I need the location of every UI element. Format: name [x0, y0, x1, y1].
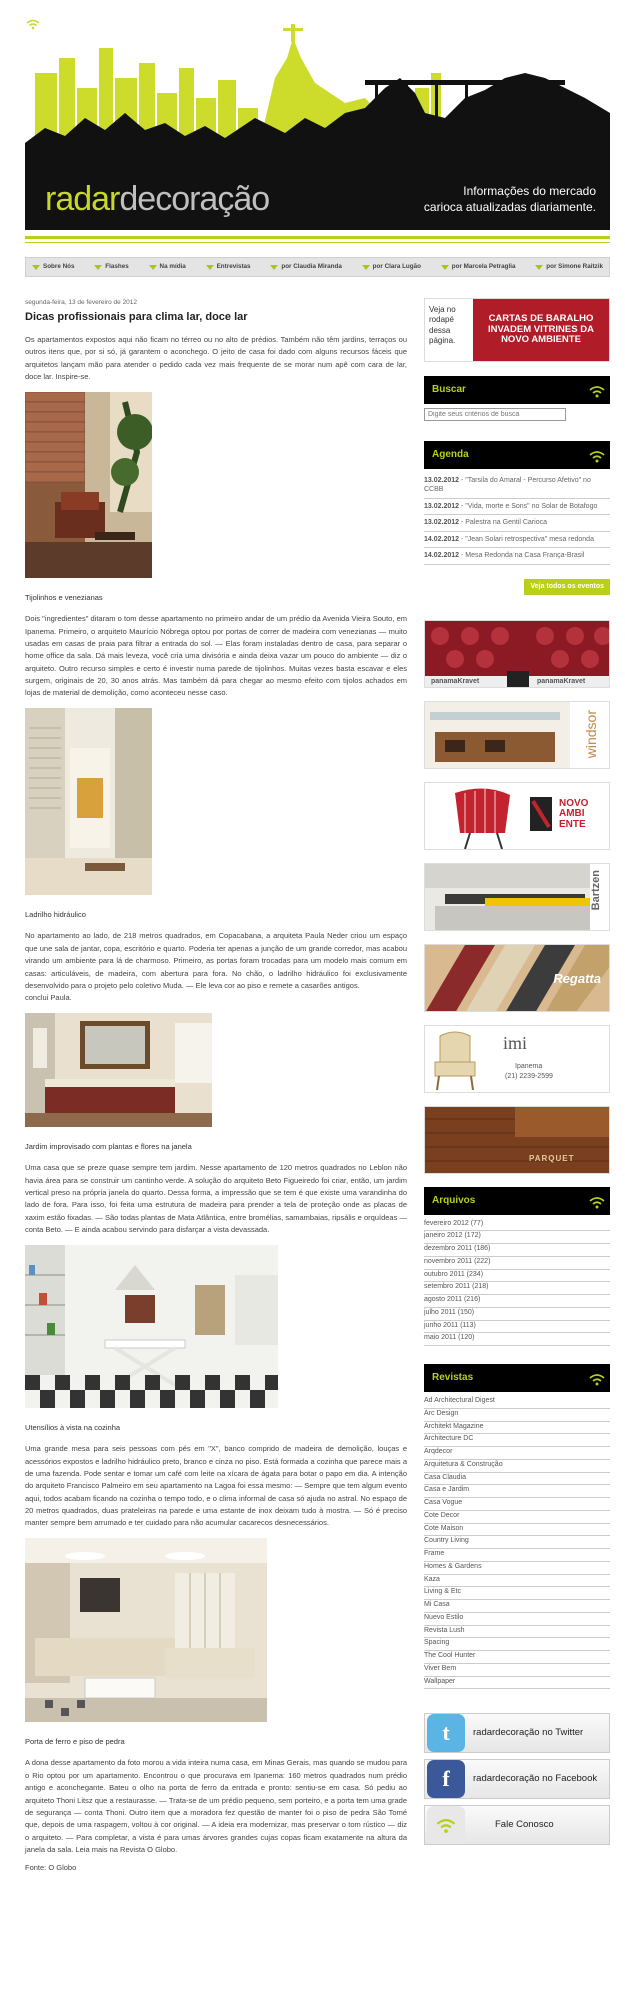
nav-item-marcela-petraglia[interactable]: [441, 262, 516, 272]
banner-parquet[interactable]: [424, 1106, 610, 1174]
agenda-item[interactable]: [424, 499, 610, 515]
magazine-link[interactable]: Casa Claudia: [424, 1473, 610, 1486]
tagline-line2: carioca atualizadas diariamente.: [423, 200, 596, 215]
ad-top-right-text: CARTAS DE BARALHO INVADEM VITRINES DA NOVO AMBIENTE: [473, 299, 609, 361]
banner-windsor[interactable]: [424, 701, 610, 769]
agenda-date: 13.02.2012: [424, 519, 460, 527]
nav-item-entrevistas[interactable]: [206, 262, 251, 272]
archive-title: Arquivos: [432, 1194, 476, 1206]
photo-shutter-doors: [25, 708, 152, 895]
section-text: A dona desse apartamento da foto morou a vida inteira numa casa, em Minas Gerais, mas quando se mudou para o Rio optou por um apartamento. Encontrou o que procurava em Ipanema: 160 metros quadrados num prédio antigo e aconchegante. Bateu o olho na porta de ferro da entrada e pronto: sentiu-se em casa. Só pediu ao arquiteto Thoni Litsz que a restaurasse. — Trata-se de um prédio pequeno, sem porteiro, e a porta tem uma grade de segurança — conta Thoni. Outro item que a moradora fez questão de manter foi o piso de pedra São Tomé que, depois de uma raspagem, voltou à cor original. — A ideia era modernizar, mas preservar o tom rústico — diz o arquiteto. — Para completar, a vista é para umas árvores grandes cujas copas ficam exatamente na altura da janela da sala. Leia mais na Revista O Globo.: [25, 1758, 407, 1855]
archive-item[interactable]: dezembro 2011 (186): [424, 1244, 610, 1257]
banner-label: panamaKravet: [431, 677, 480, 685]
sidebar: [424, 298, 610, 1851]
site-header: [25, 18, 610, 230]
parquet-wood-photo: [425, 1107, 610, 1174]
wifi-icon: [588, 1195, 606, 1209]
nav-item-claudia-miranda[interactable]: [270, 262, 342, 272]
wifi-icon: [427, 1806, 465, 1844]
photo-living-room: [25, 1538, 267, 1722]
banner-label: windsor: [583, 709, 600, 758]
magazine-link[interactable]: Arqdecor: [424, 1447, 610, 1460]
chevron-down-icon: [441, 265, 449, 270]
nav-item-flashes[interactable]: [94, 262, 128, 272]
photo-kitchen: [25, 1245, 278, 1408]
banner-label: panamaKravet: [537, 677, 586, 685]
bartzen-kitchen-photo: [425, 864, 610, 931]
chevron-down-icon: [270, 265, 278, 270]
search-title: Buscar: [432, 384, 466, 396]
magazine-link[interactable]: Spacing: [424, 1638, 610, 1651]
facebook-icon: f: [427, 1760, 465, 1798]
banner-label: imi: [503, 1032, 528, 1053]
agenda-text: - "Jean Solari retrospectiva" mesa redonda: [459, 535, 594, 543]
agenda-date: 14.02.2012: [424, 552, 460, 560]
tagline-line1: Informações do mercado: [463, 184, 596, 198]
magazine-link[interactable]: Homes & Gardens: [424, 1562, 610, 1575]
agenda-text: - "Tarsila do Amaral - Percurso Afetivo" no CCBB: [424, 477, 591, 494]
magazine-link[interactable]: Arquitetura & Construção: [424, 1460, 610, 1473]
chevron-down-icon: [32, 265, 40, 270]
archive-item[interactable]: fevereiro 2012 (77): [424, 1219, 610, 1232]
wifi-icon: [588, 384, 606, 398]
twitter-label: radardecoração no Twitter: [473, 1727, 584, 1739]
archive-item[interactable]: maio 2011 (120): [424, 1333, 610, 1346]
magazine-link[interactable]: Viver Bem: [424, 1664, 610, 1677]
chevron-down-icon: [206, 265, 214, 270]
agenda-text: - Mesa Redonda na Casa França-Brasil: [459, 552, 585, 560]
banner-imi[interactable]: [424, 1025, 610, 1093]
banner-label: PARQUET: [529, 1153, 575, 1163]
post-intro: Os apartamentos expostos aqui não ficam no térreo ou no alto de prédios. Também não têm jardins, terraços ou outros itens que, por si só, já garantem o aconchego. O jeito de casa foi dado com alguns recursos fáceis que arquitetos lançam mão para atender o pedido cada vez mais frequente de se morar num apê com cara de lar, doce lar. Inspire-se.: [25, 335, 407, 382]
magazine-link[interactable]: Frame: [424, 1549, 610, 1562]
section-text: No apartamento ao lado, de 218 metros quadrados, em Copacabana, a arquiteta Paula Neder criou um espaço que une sala de jantar, copa, escritório e quarto. Poderia ter apenas a junção de um grande corredor, mas acabou virando um ambiente para lá de charmoso. Primeiro, as portas foram trocadas para um modelo mais comum em casas: articuláveis, de madeira, com abertura para fora. No chão, o ladrilho hidráulico foi exclusivamente desenvolvido para o projeto pelo coletivo Muda. — Ele leva cor ao piso e remete a casarões antigos.: [25, 931, 407, 990]
header-divider: [25, 236, 610, 239]
banner-kravet[interactable]: [424, 620, 610, 688]
section-subhead: Tijolinhos e venezianas: [25, 592, 103, 602]
facebook-link[interactable]: [424, 1759, 610, 1799]
facebook-label: radardecoração no Facebook: [473, 1773, 598, 1785]
archive-section-header: [424, 1187, 610, 1215]
agenda-item[interactable]: [424, 548, 610, 564]
banner-label: Regatta: [553, 970, 601, 986]
twitter-icon: t: [427, 1714, 465, 1752]
banner-label: Bartzen: [589, 869, 602, 910]
agenda-text: - Palestra na Gentil Carioca: [459, 519, 547, 527]
section-extra: conclui Paula.: [25, 993, 72, 1003]
archive-item[interactable]: janeiro 2012 (172): [424, 1231, 610, 1244]
search-section-header: [424, 376, 610, 404]
agenda-item[interactable]: [424, 532, 610, 548]
banner-sub: (21) 2239-2599: [505, 1072, 553, 1080]
revistas-section-header: [424, 1364, 610, 1392]
nav-item-simone-raitzik[interactable]: [535, 262, 603, 272]
nav-label: Sobre Nós: [43, 263, 75, 271]
section-subhead: Porta de ferro e piso de pedra: [25, 1736, 125, 1746]
nav-item-clara-lugao[interactable]: [362, 262, 421, 272]
archive-item[interactable]: junho 2011 (113): [424, 1321, 610, 1334]
agenda-section-header: [424, 441, 610, 469]
nav-label: por Claudia Miranda: [281, 263, 342, 271]
agenda-date: 13.02.2012: [424, 477, 460, 484]
nav-label: Na mídia: [159, 263, 186, 271]
magazine-link[interactable]: Arc Design: [424, 1409, 610, 1422]
site-logo[interactable]: [45, 173, 269, 226]
agenda-date: 14.02.2012: [424, 535, 460, 543]
banner-sub: Ipanema: [515, 1062, 543, 1070]
contact-link[interactable]: [424, 1805, 610, 1845]
archive-item[interactable]: novembro 2011 (222): [424, 1257, 610, 1270]
wifi-icon: [588, 1372, 606, 1386]
magazine-link[interactable]: Country Living: [424, 1536, 610, 1549]
nav-item-na-midia[interactable]: [149, 262, 186, 272]
post-title[interactable]: Dicas profissionais para clima lar, doce lar: [25, 311, 248, 324]
chevron-down-icon: [362, 265, 370, 270]
magazine-link[interactable]: Revista Lush: [424, 1626, 610, 1639]
header-divider-thin: [25, 242, 610, 243]
nav-label: Entrevistas: [216, 263, 251, 271]
section-subhead: Jardim improvisado com plantas e flores na janela: [25, 1141, 192, 1151]
magazine-link[interactable]: Cote Maison: [424, 1524, 610, 1537]
magazine-link[interactable]: Cote Decor: [424, 1511, 610, 1524]
logo-part-radar: radar: [45, 180, 120, 218]
archive-item[interactable]: outubro 2011 (234): [424, 1270, 610, 1283]
section-text: Uma grande mesa para seis pessoas com pés em "X", banco comprido de madeira de demolição, louças e acessórios expostos e ladrilho hidráulico preto, branco e cinza no piso. Está formada a cozinha que parece mais a de uma fazenda. Pode sentar e tomar um café com leite na xícara de ágata para botar o papo em dia. A intenção do arquiteto Francisco Palmeiro em seu apartamento na Lagoa foi essa mesmo: — Sempre que tem algum evento aqui, todos acabam ficando na cozinha o tempo todo, e o clima informal de casa só ajuda no astral. No espaço de 20 metros quadrados, duas prateleiras na parede e uma estante de inox deixam tudo à mostra. — Só é preciso manter sempre bem arrumado e ter cuidado para não acumular cacarecos desnecessários.: [25, 1444, 407, 1528]
section-subhead: Utensílios à vista na cozinha: [25, 1422, 121, 1432]
chevron-down-icon: [149, 265, 157, 270]
agenda-date: 13.02.2012: [424, 502, 460, 510]
main-navigation: [25, 257, 610, 277]
site-tagline: [424, 183, 596, 215]
section-text: Dois "ingredientes" ditaram o tom desse apartamento no primeiro andar de um prédio da Avenida Vieira Souto, em Ipanema. Primeiro, o arquiteto Maurício Nóbrega optou por portas de correr de madeira com venezianas — muito usadas em casas de praia para filtrar a entrada do sol. — Elas foram instaladas dentro de casa, para separar o home office da sala. Dá mais leveza, você cria uma divisória e ainda deixa vazar um pouco do ambiente — diz o arquiteto. Outro recurso simples e certo é investir numa parede de tijolinhos. Muitas vezes basta escavar e eles surgem, originais de 20, 30 anos atrás. Mas também dá para chegar ao mesmo efeito com tijolos achados em lojas de material de demolição, como aconteceu nesse caso.: [25, 614, 407, 698]
revistas-title: Revistas: [432, 1372, 474, 1384]
nav-label: Flashes: [105, 263, 129, 271]
magazine-link[interactable]: Kaza: [424, 1575, 610, 1588]
wifi-icon: [25, 18, 41, 30]
magazine-link[interactable]: Casa Vogue: [424, 1498, 610, 1511]
photo-bedroom: [25, 1013, 212, 1127]
magazine-link[interactable]: Architecture DC: [424, 1434, 610, 1447]
agenda-item[interactable]: [424, 473, 610, 499]
ad-top-left-text: Veja no rodapé dessa página.: [429, 305, 456, 346]
archive-item[interactable]: agosto 2011 (216): [424, 1295, 610, 1308]
section-text: Uma casa que se preze quase sempre tem jardim. Nesse apartamento de 120 metros quadrados no Leblon não havia área para se construir um cantinho verde. A solução do arquiteto Beto Figueiredo foi criar, então, um jardim vertical preso na própria janela do quarto. Dessa forma, a impressão que se tem é que existe uma varandinha do lado de fora. Para isso, foi feita uma estrutura de madeira para prender a tela de proteção onde as placas de xaxim estão fixadas. — São todas plantas de Mata Atlântica, entre bromélias, samambaias, ripsális e orquídeas — conta Beto. — E ainda acabou servindo para disfarçar a vista devassada.: [25, 1163, 407, 1235]
agenda-item[interactable]: [424, 515, 610, 531]
post-source: Fonte: O Globo: [25, 1863, 77, 1873]
chevron-down-icon: [535, 265, 543, 270]
article: [25, 298, 407, 1874]
archive-item[interactable]: setembro 2011 (218): [424, 1282, 610, 1295]
section-subhead: Ladrilho hidráulico: [25, 909, 86, 919]
logo-part-decoracao: decoração: [119, 180, 270, 218]
agenda-title: Agenda: [432, 449, 469, 461]
search-input[interactable]: [424, 408, 566, 421]
magazine-link[interactable]: Architekt Magazine: [424, 1422, 610, 1435]
wifi-icon: [588, 449, 606, 463]
nav-label: por Marcela Petraglia: [451, 263, 516, 271]
all-events-button[interactable]: Veja todos os eventos: [524, 579, 610, 596]
ad-novo-ambiente-cards[interactable]: [424, 298, 610, 362]
magazine-link[interactable]: The Cool Hunter: [424, 1651, 610, 1664]
banner-regatta[interactable]: [424, 944, 610, 1012]
magazine-link[interactable]: Ad Architectural Digest: [424, 1396, 610, 1409]
archive-item[interactable]: julho 2011 (150): [424, 1308, 610, 1321]
twitter-link[interactable]: [424, 1713, 610, 1753]
post-date: segunda-feira, 13 de fevereiro de 2012: [25, 299, 138, 306]
chevron-down-icon: [94, 265, 102, 270]
magazine-link[interactable]: Living & Etc: [424, 1587, 610, 1600]
banner-label: NOVO AMBI ENTE: [559, 797, 589, 830]
banner-bartzen[interactable]: [424, 863, 610, 931]
magazine-link[interactable]: Casa e Jardim: [424, 1485, 610, 1498]
banner-novo-ambiente[interactable]: [424, 782, 610, 850]
magazine-link[interactable]: Nuevo Estilo: [424, 1613, 610, 1626]
nav-label: por Simone Raitzik: [546, 263, 603, 271]
photo-brick-living-room: [25, 392, 152, 578]
contact-label: Fale Conosco: [495, 1819, 554, 1831]
magazine-link[interactable]: Mi Casa: [424, 1600, 610, 1613]
nav-label: por Clara Lugão: [372, 263, 421, 271]
agenda-text: - "Vida, morte e Sons" no Solar de Botafogo: [459, 502, 598, 510]
magazine-link[interactable]: Wallpaper: [424, 1677, 610, 1690]
nav-item-sobre-nos[interactable]: [32, 262, 75, 272]
